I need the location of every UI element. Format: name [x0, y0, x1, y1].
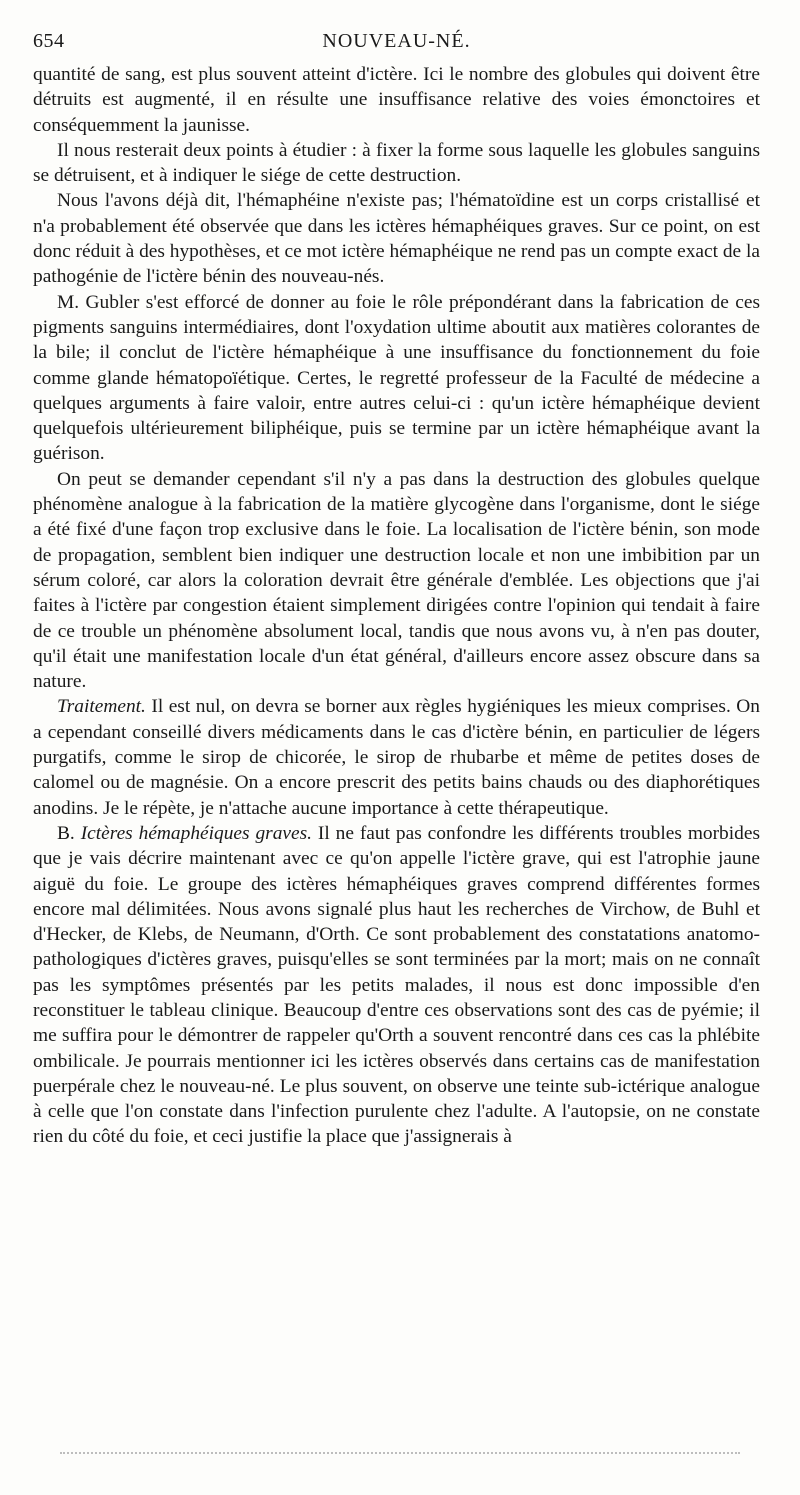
paragraph-text: M. Gubler s'est efforcé de donner au foie le rôle prépondérant dans la fabrication de ces pigments sanguins intermédiaires, dont l'oxydation ultime aboutit aux matières colorantes de la bile; il conclut de l'ictère hémaphéique à une insuffisance du fonctionnement du foie comme glande hématopoïétique. Certes, le regretté professeur de la Faculté de médecine a quelques arguments à faire valoir, entre autres celui-ci : qu'un ictère hémaphéique devient quelquefois ultérieurement biliphéique, puis se termine par un ictère hémaphéique avant la guérison.: [33, 291, 760, 465]
paragraph-treatment: [33, 694, 760, 820]
paragraph: [33, 467, 760, 695]
running-title: NOUVEAU-NÉ.: [322, 30, 471, 52]
paragraph-continued: [33, 62, 760, 138]
page-number: 654: [33, 30, 65, 52]
paragraph-text: Nous l'avons déjà dit, l'hémaphéine n'existe pas; l'hématoïdine est un corps cristallisé et n'a probablement été observée que dans les ictères hémaphéiques graves. Sur ce point, on est donc réduit à des hypothèses, et ce mot ictère hémaphéique ne rend pas un compte exact de la pathogénie de l'ictère bénin des nouveau-nés.: [33, 190, 760, 288]
paragraph-text: quantité de sang, est plus souvent atteint d'ictère. Ici le nombre des globules qui doivent être détruits est augmenté, il en résulte une insuffisance relative des voies émonctoires et conséquemment la jaunisse.: [33, 64, 760, 136]
section-lead-treatment: Traitement.: [57, 696, 146, 718]
paragraph: [33, 290, 760, 467]
paragraph-text: Il nous resterait deux points à étudier : à fixer la forme sous laquelle les globules sanguins se détruisent, et à indiquer le siége de cette destruction.: [33, 139, 760, 187]
paragraph-text: Il est nul, on devra se borner aux règles hygiéniques les mieux comprises. On a cependant conseillé divers médicaments dans le cas d'ictère bénin, en particulier de légers purgatifs, comme le sirop de chicorée, le sirop de rhubarbe et même de petites doses de calomel ou de magnésie. On a encore prescrit des petits bains chauds ou des diaphorétiques anodins. Je le répète, je n'attache aucune importance à cette thérapeutique.: [33, 696, 760, 819]
body-text: [33, 62, 760, 1150]
paragraph-severe-jaundice: [33, 821, 760, 1150]
footer-divider: [60, 1452, 740, 1455]
section-lead-severe-jaundice: Ictères hémaphéiques graves.: [80, 822, 312, 844]
paragraph-text: Il ne faut pas confondre les différents troubles morbides que je vais décrire maintenant avec ce qu'on appelle l'ictère grave, qui est l'atrophie jaune aiguë du foie. Le groupe des ictères hémaphéiques graves comprend différentes formes encore mal délimitées. Nous avons signalé plus haut les recherches de Virchow, de Buhl et d'Hecker, de Klebs, de Neumann, d'Orth. Ce sont probablement des constatations anatomo-pathologiques d'ictères graves, puisqu'elles se sont terminées par la mort; mais on ne connaît pas les symptômes présentés par les petits malades, il nous est donc impossible d'en reconstituer le tableau clinique. Beaucoup d'entre ces observations sont des cas de pyémie; il me suffira pour le démontrer de rappeler qu'Orth a souvent rencontré dans ces cas la phlébite ombilicale. Je pourrais mentionner ici les ictères observés dans certains cas de manifestation puerpérale chez le nouveau-né. Le plus souvent, on observe une teinte sub-ictérique analogue à celle que l'on constate dans l'infection purulente chez l'adulte. A l'autopsie, on ne constate rien du côté du foie, et ceci justifie la place que j'assignerais à: [33, 822, 760, 1148]
page-header: [33, 30, 760, 60]
paragraph-text: On peut se demander cependant s'il n'y a pas dans la destruction des globules quelque phénomène analogue à la fabrication de la matière glycogène dans l'organisme, dont le siége a été fixé d'une façon trop exclusive dans le foie. La localisation de l'ictère bénin, son mode de propagation, semblent bien indiquer une destruction locale et non une imbibition par un sérum coloré, car alors la coloration devrait être générale d'emblée. Les objections que j'ai faites à l'ictère par congestion étaient simplement dirigées contre l'opinion qui tendait à faire de ce trouble un phénomène absolument local, tandis que nous avons vu, à n'en pas douter, qu'il était une manifestation locale d'un état général, d'ailleurs encore assez obscure dans sa nature.: [33, 468, 760, 693]
paragraph: [33, 138, 760, 189]
section-prefix: B.: [57, 822, 81, 844]
paragraph: [33, 188, 760, 289]
